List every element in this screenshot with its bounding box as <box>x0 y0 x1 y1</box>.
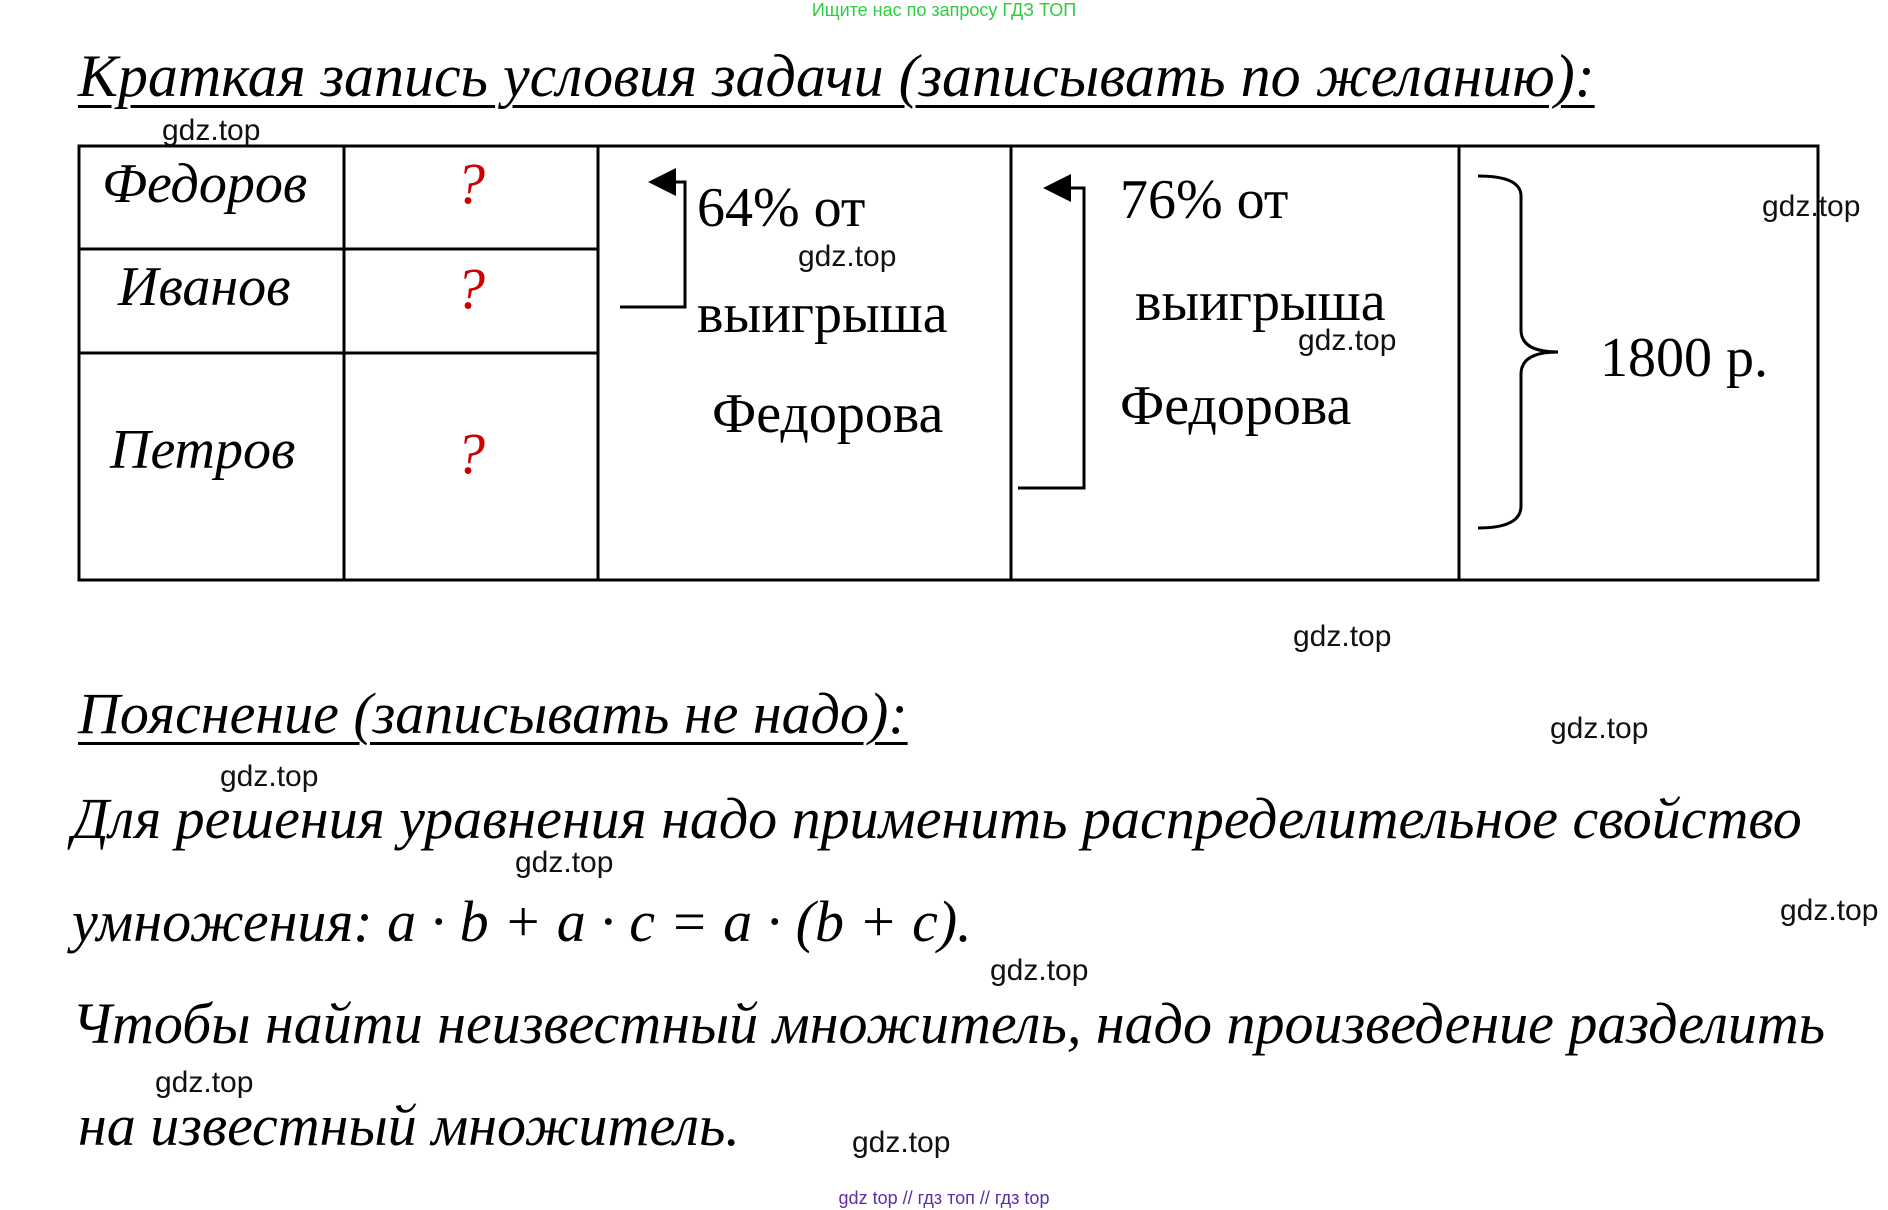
ivanov-arrow-bracket <box>620 168 685 307</box>
explanation-line-2: умножения: a · b + a · c = a · (b + c). <box>72 889 972 954</box>
row-name-petrov: Петров <box>110 419 296 481</box>
row-value-fedorov: ? <box>456 151 485 216</box>
petrov-note-line1: 76% от <box>1120 169 1289 231</box>
page-title: Краткая запись условия задачи (записывать по желанию): <box>78 43 1595 109</box>
watermark: gdz.top <box>1293 620 1392 653</box>
total-amount: 1800 р. <box>1600 327 1768 389</box>
watermark: gdz.top <box>990 954 1089 987</box>
watermark: gdz.top <box>1780 894 1879 927</box>
watermark: gdz.top <box>162 114 261 147</box>
explanation-line-1: Для решения уравнения надо применить распределительное свойство <box>72 786 1802 851</box>
row-value-ivanov: ? <box>456 256 485 321</box>
watermark: gdz.top <box>852 1126 951 1159</box>
petrov-note-line3: Федорова <box>1120 375 1352 437</box>
petrov-note-line2: выигрыша <box>1135 271 1386 333</box>
watermark: gdz.top <box>1550 712 1649 745</box>
petrov-arrow-bracket <box>1018 174 1084 488</box>
ivanov-note-line2: выигрыша <box>697 283 948 345</box>
footer-links: gdz top // гдз топ // гдз top <box>838 1188 1050 1208</box>
row-name-fedorov: Федоров <box>102 153 308 215</box>
total-brace <box>1478 176 1558 528</box>
watermark: gdz.top <box>515 846 614 879</box>
watermark: gdz.top <box>1762 190 1861 223</box>
row-name-ivanov: Иванов <box>118 256 291 318</box>
ivanov-note-line1: 64% от <box>697 177 866 239</box>
explanation-line-4: на известный множитель. <box>78 1093 740 1158</box>
row-value-petrov: ? <box>456 421 485 486</box>
watermark: gdz.top <box>1298 324 1397 357</box>
top-banner: Ищите нас по запросу ГДЗ ТОП <box>811 0 1077 20</box>
explanation-heading: Пояснение (записывать не надо): <box>78 681 908 746</box>
ivanov-note-line3: Федорова <box>712 383 944 445</box>
watermark: gdz.top <box>220 760 319 793</box>
explanation-line-3: Чтобы найти неизвестный множитель, надо произведение разделить <box>72 991 1826 1056</box>
watermark: gdz.top <box>155 1066 254 1099</box>
watermark: gdz.top <box>798 240 897 273</box>
